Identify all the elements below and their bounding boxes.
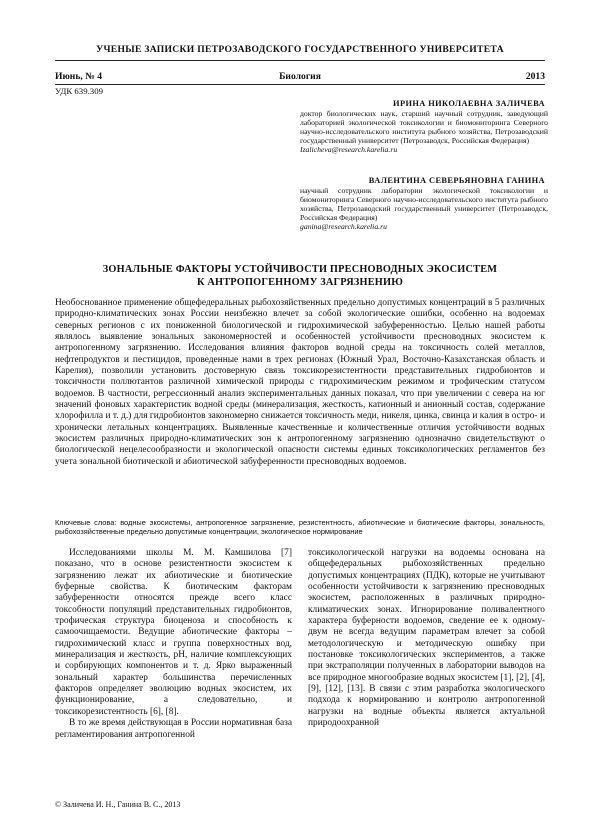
author-2-affiliation	[300, 187, 548, 232]
section-label: Биология	[279, 71, 321, 82]
article-title-line-2: К АНТРОПОГЕННОМУ ЗАГРЯЗНЕНИЮ	[196, 277, 404, 288]
header-rule-top	[55, 60, 545, 61]
author-1-affiliation	[300, 110, 548, 155]
year-label: 2013	[525, 71, 545, 82]
author-2-info: научный сотрудник лаборатории экологической токсикологии и биомониторинга Северного научно-исследовательского института рыбного хозяйства, Петрозаводский государственный университет (Петрозаводск, Российская Федерация)	[300, 186, 548, 222]
header-rule-bottom	[55, 84, 545, 85]
author-1-name: ИРИНА НИКОЛАЕВНА ЗАЛИЧЕВА	[393, 99, 545, 108]
author-1-info: доктор биологических наук, старший научный сотрудник, заведующий лабораторией экологической токсикологии и биомониторинга Северного научно-исследовательского института рыбного хозяйства, Петрозаводский государственный университет (Петрозаводск, Российская Федерация)	[300, 109, 548, 145]
udk-code: УДК 639.309	[55, 86, 103, 96]
body-paragraph: В то же время действующая в России нормативная база регламентирования антропогенной	[55, 718, 292, 740]
body-paragraph: токсикологической нагрузки на водоемы основана на общефедеральных рыбохозяйственных предельно допустимых концентрациях (ПДК), которые не учитывают особенности устойчивости к загрязнению пресноводных экосистем, расположенных в различных природно-климатических зонах. Игнорирование поливалентного характера буферности водоемов, сведение ее к одному-двум не всегда ведущим параметрам влечет за собой методологическую и методическую ошибку при постановке токсикологических экспериментов, а также при экстраполяции полученных в лаборатории выводов на все природное многообразие водных экосистем [1], [2], [4], [9], [12], [13]. В связи с этим разработка экологического подхода к нормированию и контролю антропогенной нагрузки на водные объекты является актуальной природоохранной	[308, 548, 545, 729]
body-column-left	[55, 548, 292, 741]
article-title	[55, 263, 545, 289]
copyright: © Заличева И. Н., Ганина В. С., 2013	[55, 800, 181, 809]
author-1-email[interactable]: Izalicheva@research.karelia.ru	[300, 144, 398, 154]
article-title-line-1: ЗОНАЛЬНЫЕ ФАКТОРЫ УСТОЙЧИВОСТИ ПРЕСНОВОДНЫХ ЭКОСИСТЕМ	[102, 264, 498, 275]
author-2-email[interactable]: ganina@research.karelia.ru	[300, 221, 387, 231]
abstract: Необоснованное применение общефедеральных рыбохозяйственных предельно допустимых концентраций в 5 различных природно-климатических зонах России неизбежно влечет за собой экологические ошибки, особенно на водоемах северных регионов с их пониженной биологической и гидрохимической забуференностью. Целью нашей работы являлось выявление зональных закономерностей и особенностей устойчивости пресноводных экосистем к антропогенному загрязнению. Исследования влияния факторов водной среды на токсичность солей металлов, нефтепродуктов и пестицидов, проведенные нами в трех регионах (Южный Урал, Восточно-Казахстанская область и Карелия), позволили установить достоверную связь токсикорезистентности представительных гидробионтов и токсичности поллютантов различной химической природы с гидрохимическим режимом и трофическим статусом водоемов. В частности, регрессионный анализ экспериментальных данных показал, что при увеличении с севера на юг значений фоновых характеристик водной среды (минерализация, жесткость, катионный и анионный состав, содержание хлорофилла и т. д.) для гидробионтов закономерно снижается токсичность меди, никеля, цинка, свинца и калия в остро- и хронически летальных концентрациях. Выявленные качественные и количественные отличия устойчивости водных экосистем различных природно-климатических зон к антропогенному загрязнению однозначно свидетельствуют о биологической нецелесообразности и экологической опасности системы единых токсикологических регламентов без учета зональной биотической и абиотической забуференности пресноводных водоемов.	[55, 298, 545, 467]
issue-label: Июнь, № 4	[55, 71, 103, 82]
body-column-right	[308, 548, 545, 730]
journal-title: УЧЕНЫЕ ЗАПИСКИ ПЕТРОЗАВОДСКОГО ГОСУДАРСТВЕННОГО УНИВЕРСИТЕТА	[96, 44, 504, 55]
author-2-name: ВАЛЕНТИНА СЕВЕРЬЯНОВНА ГАНИНА	[368, 176, 545, 185]
keywords: Ключевые слова: водные экосистемы, антропогенное загрязнение, резистентность, абиотические и биотические факторы, зональность, рыбохозяйственные предельно допустимые концентрации, экологическое нормирование	[55, 518, 545, 537]
body-paragraph: Исследованиями школы М. М. Камшилова [7] показано, что в основе резистентности экосистем к загрязнению лежат их абиотические и биотические буферные свойства. К биотическим факторам забуференности относятся прежде всего класс токсобности популяций представительных гидробионтов, трофическая структура биоценоза и способность к самоочищаемости. Ведущие абиотические факторы – гидрохимический класс и группа поверхностных вод, минерализация и жесткость, pH, наличие комплексующих и сорбирующих компонентов и т. д. Ярко выраженный зональный характер большинства перечисленных факторов определяет эволюцию водных экосистем, их функционирование, а следовательно, и токсикорезистентность [6], [8].	[55, 548, 292, 717]
